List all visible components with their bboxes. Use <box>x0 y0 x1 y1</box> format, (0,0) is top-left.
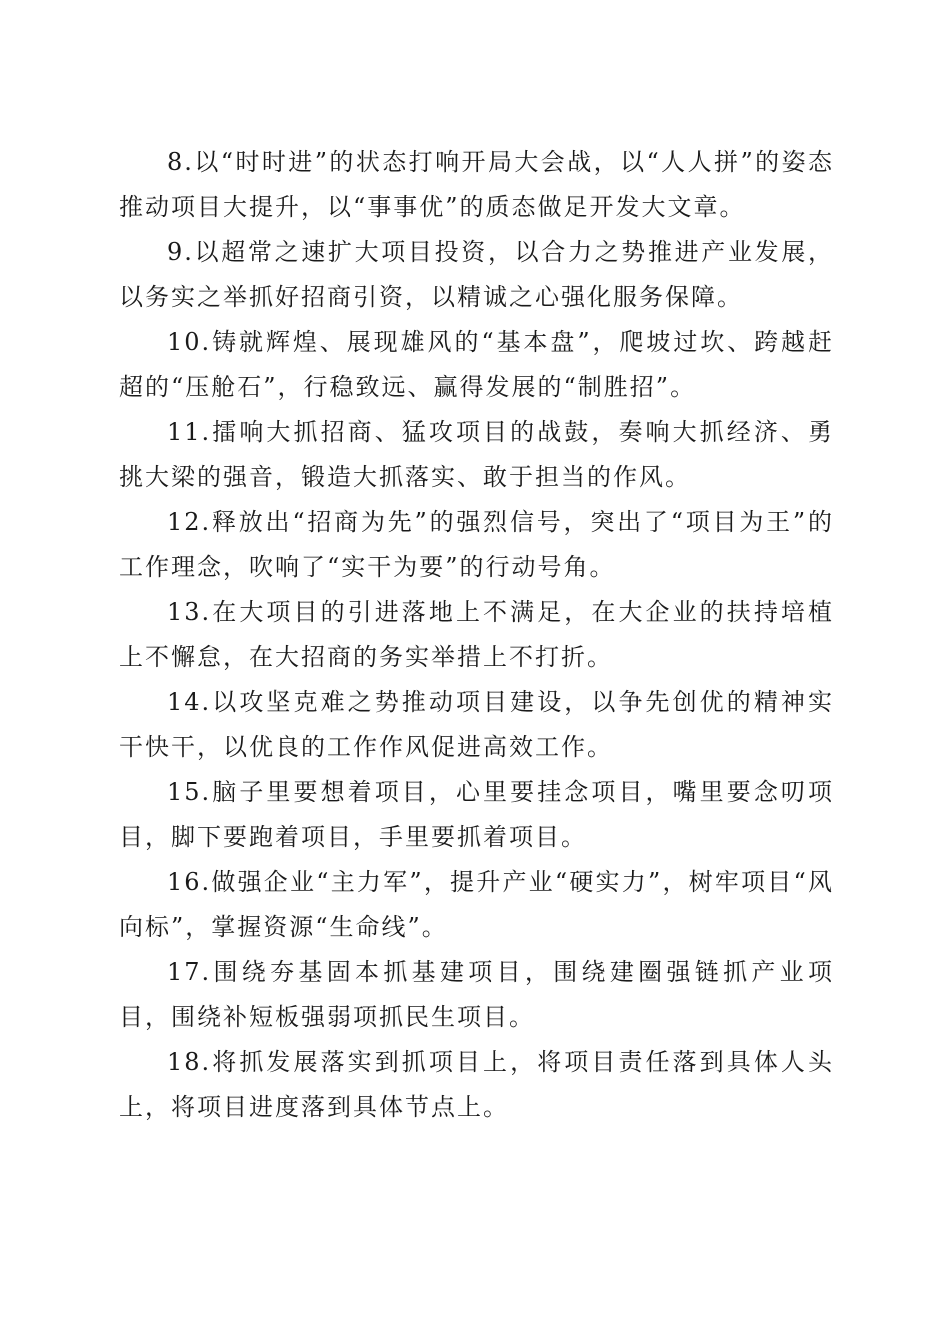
document-body <box>119 140 834 1130</box>
paragraph-item-9: 9.以超常之速扩大项目投资，以合力之势推进产业发展，以务实之举抓好招商引资，以精诚之心强化服务保障。 <box>119 238 834 311</box>
paragraph-item-11: 11.擂响大抓招商、猛攻项目的战鼓，奏响大抓经济、勇挑大梁的强音，锻造大抓落实、敢于担当的作风。 <box>119 418 834 491</box>
paragraph-item-8: 8.以“时时进”的状态打响开局大会战，以“人人拼”的姿态推动项目大提升，以“事事优”的质态做足开发大文章。 <box>119 148 834 221</box>
paragraph-item-13: 13.在大项目的引进落地上不满足，在大企业的扶持培植上不懈怠，在大招商的务实举措上不打折。 <box>119 598 834 671</box>
paragraph-item-10: 10.铸就辉煌、展现雄风的“基本盘”，爬坡过坎、跨越赶超的“压舱石”，行稳致远、赢得发展的“制胜招”。 <box>119 328 834 401</box>
paragraph-item-12: 12.释放出“招商为先”的强烈信号，突出了“项目为王”的工作理念，吹响了“实干为要”的行动号角。 <box>119 508 834 581</box>
paragraph-item-17: 17.围绕夯基固本抓基建项目，围绕建圈强链抓产业项目，围绕补短板强弱项抓民生项目。 <box>119 958 834 1031</box>
paragraph-item-14: 14.以攻坚克难之势推动项目建设，以争先创优的精神实干快干，以优良的工作作风促进高效工作。 <box>119 688 834 761</box>
paragraph-item-18: 18.将抓发展落实到抓项目上，将项目责任落到具体人头上，将项目进度落到具体节点上。 <box>119 1048 834 1121</box>
paragraph-item-15: 15.脑子里要想着项目，心里要挂念项目，嘴里要念叨项目，脚下要跑着项目，手里要抓着项目。 <box>119 778 834 851</box>
paragraph-item-16: 16.做强企业“主力军”，提升产业“硬实力”，树牢项目“风向标”，掌握资源“生命线”。 <box>119 868 834 941</box>
